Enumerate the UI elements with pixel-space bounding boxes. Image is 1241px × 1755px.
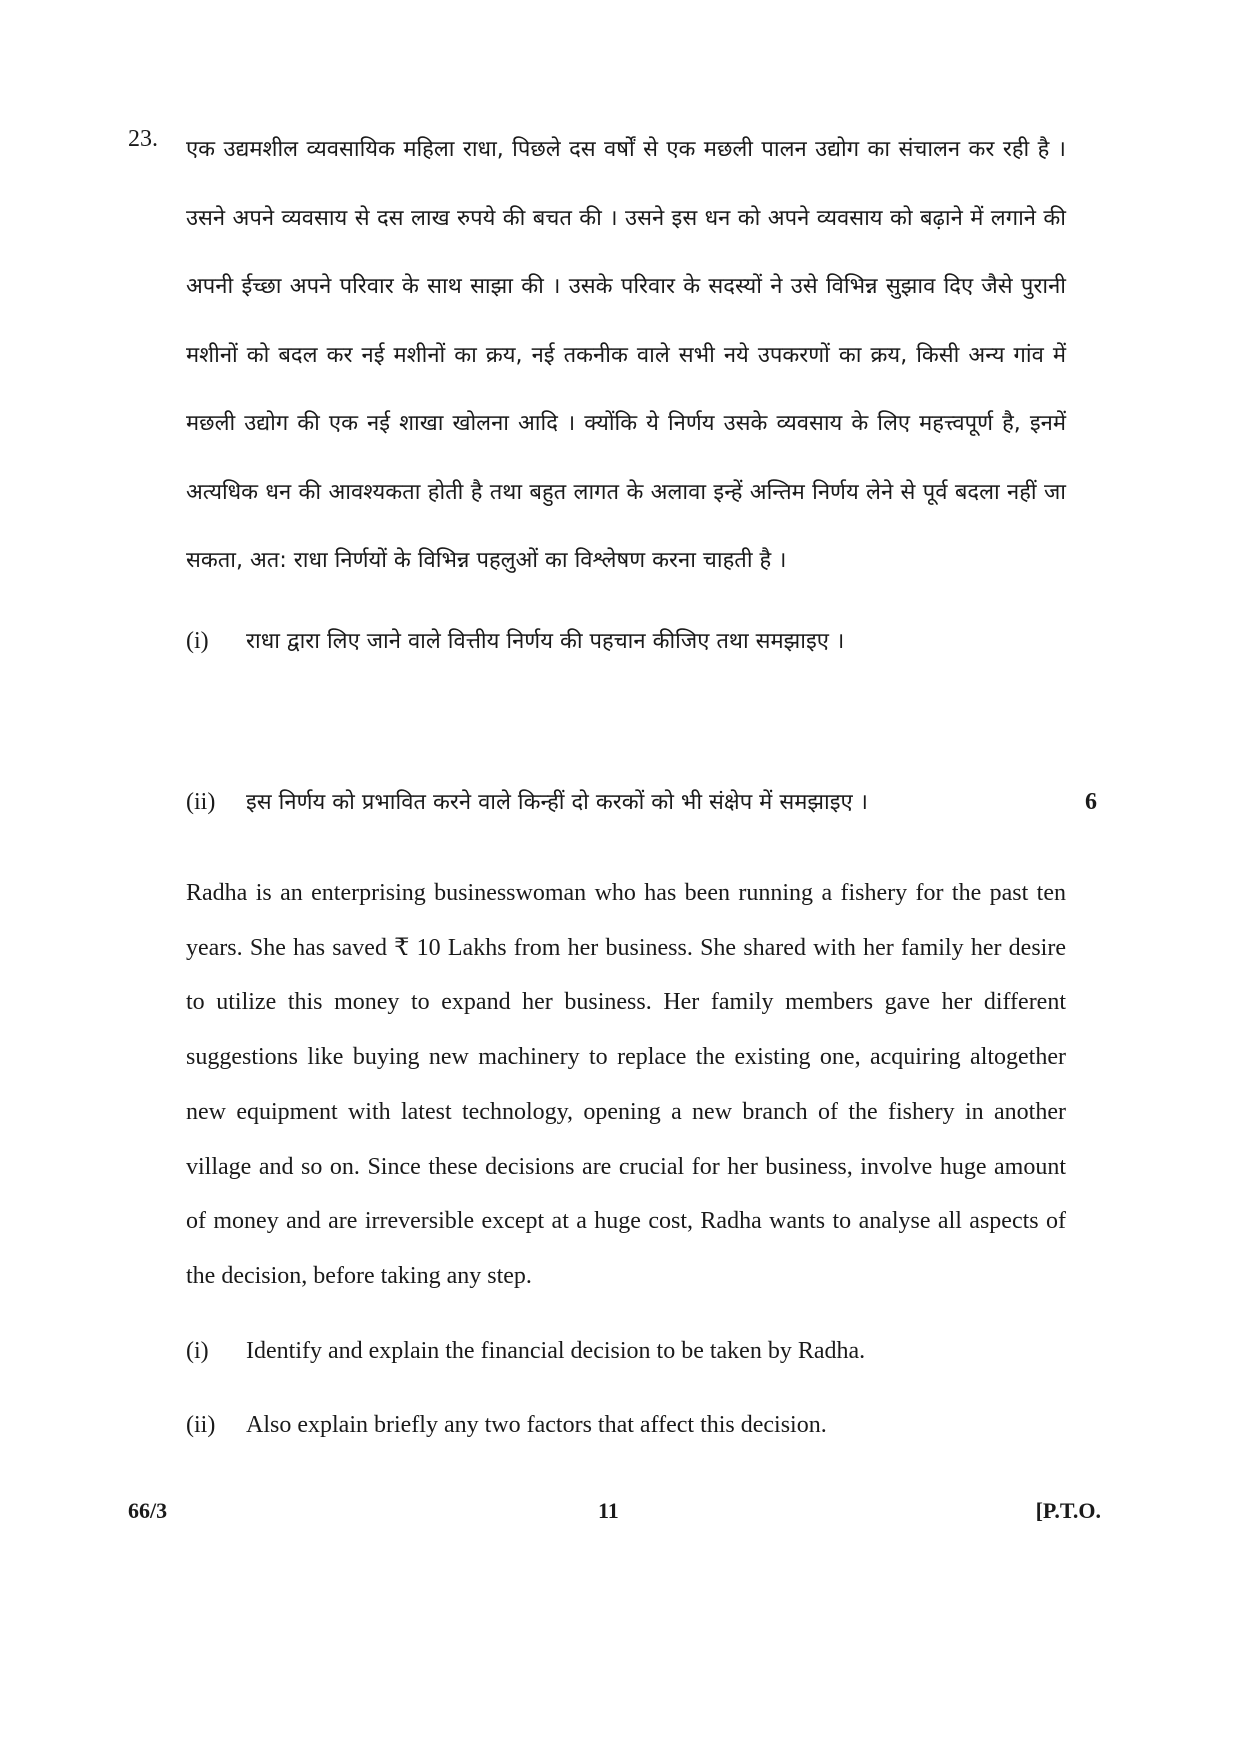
question-english-text: Radha is an enterprising businesswoman who has been running a fishery for the past ten years. She has saved ₹ 10 Lakhs from her business. She shared with her family her desire to utilize this money to expand her business. Her family members gave her different suggestions like buying new machinery to replace the existing one, acquiring altogether new equipment with latest technology, opening a new branch of the fishery in another village and so on. Since these decisions are crucial for her business, involve huge amount of money and are irreversible except at a huge cost, Radha wants to analyse all aspects of the decision, before taking any step. [186,880,1066,1289]
question-number: 23. [128,126,158,152]
subquestion-number: (ii) [186,789,216,815]
english-subquestion-2 [186,1410,827,1440]
english-subquestion-1 [186,1336,865,1366]
hindi-subquestion-2 [186,787,868,818]
subquestion-text: इस निर्णय को प्रभावित करने वाले किन्हीं दो करकों को भी संक्षेप में समझाइए । [246,790,868,815]
hindi-subquestion-1 [186,626,844,657]
subquestion-number: (i) [186,1338,209,1364]
subquestion-number: (i) [186,628,209,654]
subquestion-number: (ii) [186,1412,216,1438]
marks: 6 [1085,789,1097,815]
subquestion-text: राधा द्वारा लिए जाने वाले वित्तीय निर्णय की पहचान कीजिए तथा समझाइए । [246,629,845,654]
question-hindi-text: एक उद्यमशील व्यवसायिक महिला राधा, पिछले दस वर्षों से एक मछली पालन उद्योग का संचालन कर रही है । उसने अपने व्यवसाय से दस लाख रुपये की बचत की । उसने इस धन को अपने व्यवसाय को बढ़ाने में लगाने की अपनी ईच्छा अपने परिवार के साथ साझा की । उसके परिवार के सदस्यों ने उसे विभिन्न सुझाव दिए जैसे पुरानी मशीनों को बदल कर नई मशीनों का क्रय, नई तकनीक वाले सभी नये उपकरणों का क्रय, किसी अन्य गांव में मछली उद्योग की एक नई शाखा खोलना आदि । क्योंकि ये निर्णय उसके व्यवसाय के लिए महत्त्वपूर्ण है, इनमें अत्यधिक धन की आवश्यकता होती है तथा बहुत लागत के अलावा इन्हें अन्तिम निर्णय लेने से पूर्व बदला नहीं जा सकता, अत: राधा निर्णयों के विभिन्न पहलुओं का विश्लेषण करना चाहती है । [186,137,1066,573]
subquestion-text: Also explain briefly any two factors that affect this decision. [246,1412,827,1438]
footer-pto: [P.T.O. [1035,1498,1101,1523]
subquestion-text: Identify and explain the financial decision to be taken by Radha. [246,1338,866,1364]
footer-paper-code: 66/3 [128,1498,168,1523]
footer-page-number: 11 [598,1498,619,1523]
